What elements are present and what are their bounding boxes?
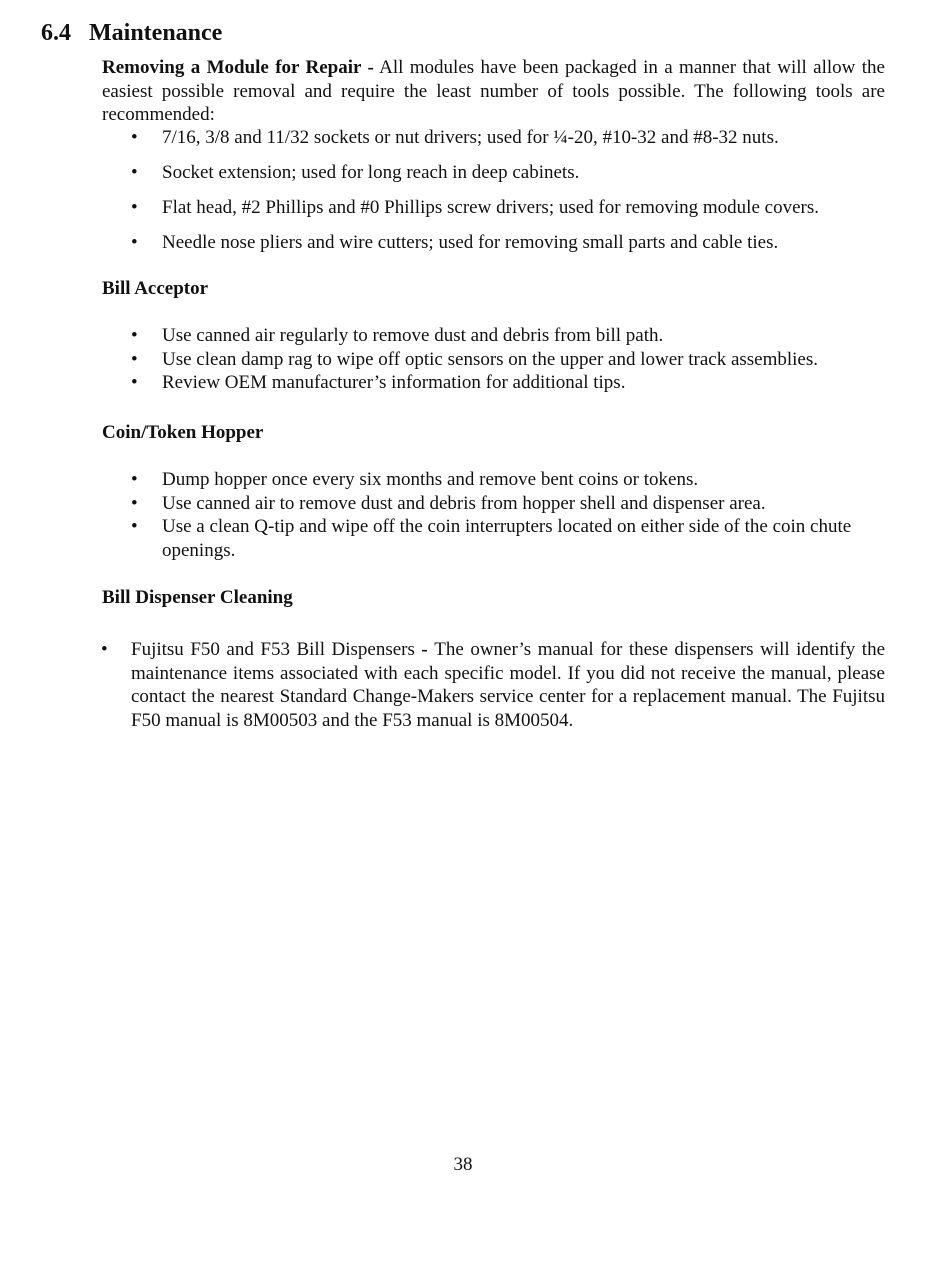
list-item: [131, 371, 885, 395]
list-item-text: Use clean damp rag to wipe off optic sensors on the upper and lower track assemblies.: [162, 348, 819, 370]
bullet-icon: •: [131, 325, 138, 346]
list-item-text: Use canned air regularly to remove dust and debris from bill path.: [162, 325, 664, 346]
hopper-list: [131, 468, 885, 562]
intro-lead: Removing a Module for Repair -: [102, 57, 374, 78]
list-item-text: 7/16, 3/8 and 11/32 sockets or nut drivers; used for ¼-20, #10-32 and #8-32 nuts.: [162, 127, 779, 148]
bullet-icon: •: [131, 127, 138, 148]
bullet-icon: •: [131, 162, 138, 183]
bullet-icon: •: [131, 372, 138, 393]
list-item: [131, 468, 885, 492]
intro-paragraph: [102, 56, 885, 127]
tools-list: [131, 126, 885, 266]
page-number: 38: [453, 1154, 473, 1175]
list-item: [131, 515, 885, 562]
dispenser-item-lead: Fujitsu F50 and F53 Bill Dispensers: [131, 639, 415, 660]
list-item: [131, 492, 885, 516]
bill-dispenser-heading: Bill Dispenser Cleaning: [102, 587, 293, 608]
list-item-text: Flat head, #2 Phillips and #0 Phillips screw drivers; used for removing module covers.: [162, 197, 819, 218]
hopper-heading: Coin/Token Hopper: [102, 422, 264, 443]
list-item-text: Use canned air to remove dust and debris from hopper shell and dispenser area.: [162, 492, 766, 514]
list-item-text: Review OEM manufacturer’s information for additional tips.: [162, 372, 626, 393]
list-item: [131, 231, 885, 255]
bullet-icon: •: [131, 348, 138, 370]
list-item: [101, 638, 885, 732]
bullet-icon: •: [131, 197, 138, 218]
bill-dispenser-list: [101, 638, 885, 732]
bullet-icon: •: [101, 639, 108, 660]
section-heading: [41, 18, 222, 48]
dispenser-item-separator: -: [414, 639, 435, 660]
bill-acceptor-heading: Bill Acceptor: [102, 278, 209, 299]
list-item-text: Socket extension; used for long reach in deep cabinets.: [162, 162, 580, 183]
bill-acceptor-list: [131, 324, 885, 395]
bullet-icon: •: [131, 469, 138, 490]
list-item-text: Dump hopper once every six months and remove bent coins or tokens.: [162, 469, 699, 490]
intro-text: All modules have been packaged in a manner that will allow the easiest possible removal and require the least number of tools possible. The following tools are recommended:: [102, 57, 885, 125]
section-number: 6.4: [41, 20, 71, 46]
list-item: [131, 161, 885, 185]
list-item: [131, 348, 885, 372]
bullet-icon: •: [131, 492, 138, 514]
bullet-icon: •: [131, 516, 138, 537]
list-item-text: Needle nose pliers and wire cutters; used for removing small parts and cable ties.: [162, 232, 779, 253]
bullet-icon: •: [131, 232, 138, 253]
dispenser-item-text: The owner’s manual for these dispensers will identify the maintenance items associated with each specific model. If you did not receive the manual, please contact the nearest Standard Change-Makers service center for a replacement manual. The Fujitsu F50 manual is 8M00503 and the F53 manual is 8M00504.: [131, 639, 886, 731]
list-item: [131, 324, 885, 348]
section-title: Maintenance: [89, 20, 223, 46]
list-item-text: Use a clean Q-tip and wipe off the coin interrupters located on either side of the coin chute openings.: [162, 516, 852, 561]
list-item: [131, 196, 885, 220]
list-item: [131, 126, 885, 150]
